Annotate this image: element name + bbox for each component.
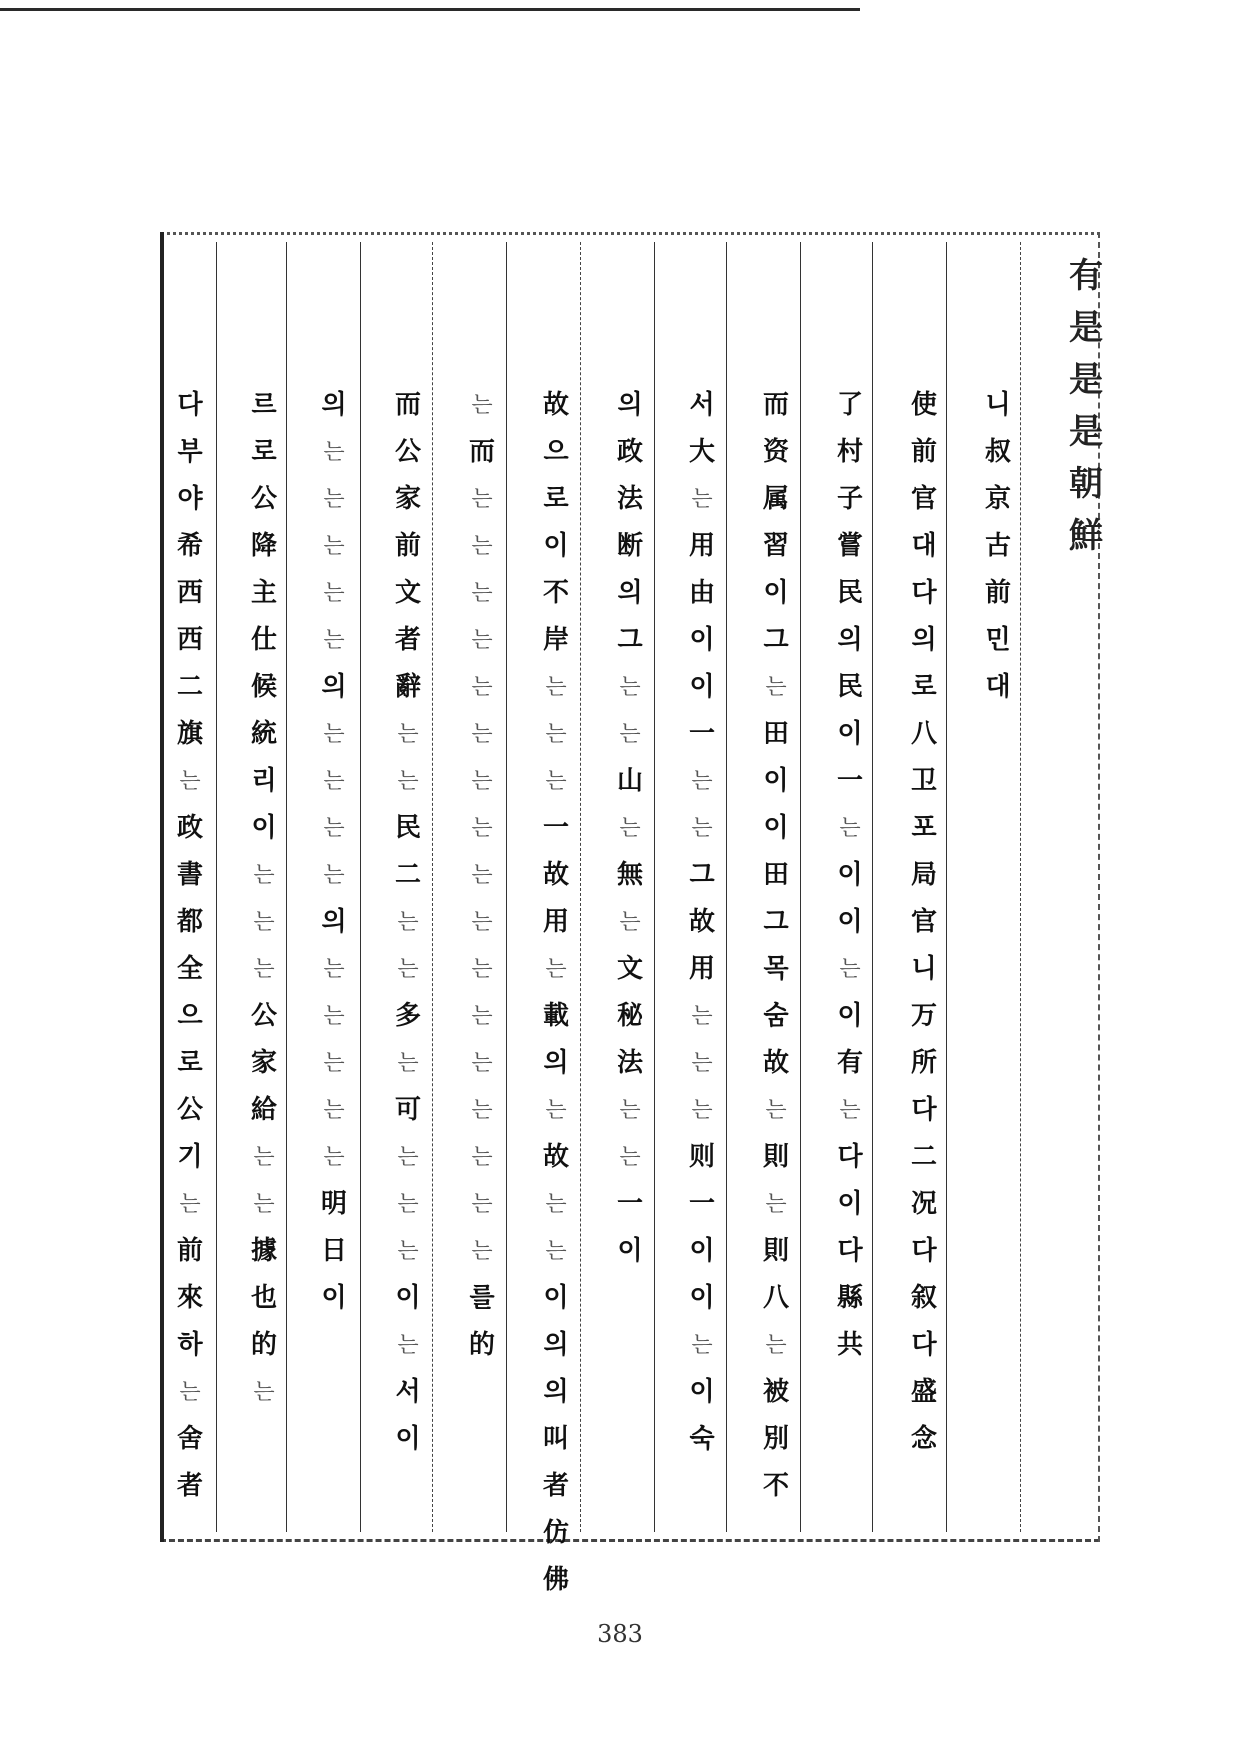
column-glyph: 는 [471, 1098, 493, 1123]
column-glyph: 的 [250, 1330, 277, 1360]
column-glyph: 而 [394, 390, 421, 420]
column-glyph: 는 [691, 1098, 713, 1123]
column-glyph: 는 [397, 910, 419, 935]
column-glyph: 는 [397, 1239, 419, 1264]
column-glyph: 대 [985, 672, 1011, 702]
column-glyph: 載 [542, 1001, 569, 1031]
column-glyph: 는 [323, 957, 345, 982]
column-glyph: 의 [543, 1048, 569, 1078]
text-column [604, 382, 656, 1275]
column-glyph: 는 [471, 769, 493, 794]
column-glyph: 一 [836, 766, 863, 796]
column-glyph: 이 [543, 531, 569, 561]
column-glyph: 서 [689, 390, 715, 420]
column-glyph: 則 [762, 1236, 789, 1266]
column-glyph: 이 [321, 1283, 347, 1313]
column-glyph: 는 [323, 581, 345, 606]
column-glyph: 共 [836, 1330, 863, 1360]
column-glyph: 念 [910, 1424, 937, 1454]
column-glyph: 니 [985, 390, 1011, 420]
column-glyph: 八 [762, 1283, 789, 1313]
column-glyph: 민 [985, 625, 1011, 655]
column-rule [216, 242, 217, 1532]
column-glyph: 는 [839, 1098, 861, 1123]
column-glyph: 西 [176, 625, 203, 655]
column-glyph: 縣 [836, 1283, 863, 1313]
column-glyph: 는 [397, 1333, 419, 1358]
column-glyph: 卫 [910, 766, 937, 796]
column-glyph: 는 [471, 1051, 493, 1076]
column-glyph: 民 [836, 672, 863, 702]
column-glyph: 用 [688, 531, 715, 561]
column-glyph: 로 [911, 672, 937, 702]
column-glyph: 는 [471, 393, 493, 418]
column-glyph: 를 [469, 1283, 495, 1313]
column-glyph: 하 [177, 1330, 203, 1360]
column-glyph: 二 [176, 672, 203, 702]
column-glyph: 叙 [910, 1283, 937, 1313]
column-glyph: 旗 [176, 719, 203, 749]
column-glyph: 政 [616, 437, 643, 467]
text-frame [160, 232, 1100, 1595]
column-glyph: 이 [543, 1283, 569, 1313]
frame-bottom-border [160, 1537, 1100, 1542]
text-column [382, 382, 434, 1463]
column-glyph: 는 [619, 1098, 641, 1123]
column-glyph: 는 [839, 957, 861, 982]
column-glyph: 由 [688, 578, 715, 608]
column-glyph: 목 [763, 954, 789, 984]
column-glyph: 으 [543, 437, 569, 467]
column-glyph: 대 [911, 531, 937, 561]
column-glyph: 기 [177, 1142, 203, 1172]
column-glyph: 의 [321, 907, 347, 937]
column-glyph: 이 [689, 625, 715, 655]
column-glyph: 는 [765, 1098, 787, 1123]
column-glyph: 는 [619, 722, 641, 747]
column-glyph: 그 [763, 625, 789, 655]
column-glyph: 山 [616, 766, 643, 796]
column-glyph: 는 [839, 816, 861, 841]
column-glyph: 다 [837, 1142, 863, 1172]
column-glyph: 家 [394, 484, 421, 514]
column-glyph: 资 [762, 437, 789, 467]
column-glyph: 는 [545, 722, 567, 747]
column-glyph: 는 [765, 1333, 787, 1358]
column-glyph: 都 [176, 907, 203, 937]
column-glyph: 포 [911, 813, 937, 843]
column-glyph: 다 [911, 1330, 937, 1360]
column-glyph: 前 [394, 531, 421, 561]
column-glyph: 그 [763, 907, 789, 937]
top-rule [0, 8, 860, 11]
column-glyph: 이 [837, 1189, 863, 1219]
column-glyph: 는 [397, 957, 419, 982]
column-glyph: 는 [765, 1192, 787, 1217]
column-glyph: 况 [910, 1189, 937, 1219]
column-glyph: 官 [910, 907, 937, 937]
column-glyph: 는 [471, 581, 493, 606]
column-glyph: 는 [471, 1004, 493, 1029]
margin-glyph: 是 [1069, 360, 1103, 400]
column-rule [360, 242, 361, 1532]
column-glyph: 岸 [542, 625, 569, 655]
column-glyph: 不 [762, 1471, 789, 1501]
column-glyph: 로 [177, 1048, 203, 1078]
margin-glyph: 是 [1069, 308, 1103, 348]
column-glyph: 多 [394, 1001, 421, 1031]
column-glyph: 는 [323, 1051, 345, 1076]
column-glyph: 不 [542, 578, 569, 608]
column-glyph: 法 [616, 484, 643, 514]
column-glyph: 佛 [542, 1565, 569, 1595]
column-glyph: 는 [323, 534, 345, 559]
column-glyph: 一 [616, 1189, 643, 1219]
column-glyph: 는 [691, 816, 713, 841]
column-glyph: 는 [545, 957, 567, 982]
column-glyph: 는 [545, 769, 567, 794]
column-glyph: 는 [545, 1098, 567, 1123]
column-glyph: 叔 [984, 437, 1011, 467]
column-glyph: 는 [323, 1145, 345, 1170]
column-glyph: 다 [837, 1236, 863, 1266]
column-glyph: 叫 [542, 1424, 569, 1454]
column-glyph: 全 [176, 954, 203, 984]
column-glyph: 也 [250, 1283, 277, 1313]
column-glyph: 官 [910, 484, 937, 514]
column-glyph: 는 [471, 722, 493, 747]
column-glyph: 다 [911, 1095, 937, 1125]
column-glyph: 이 [251, 813, 277, 843]
column-glyph: 는 [323, 628, 345, 653]
column-glyph: 는 [619, 675, 641, 700]
column-glyph: 의 [321, 390, 347, 420]
column-glyph: 는 [471, 1145, 493, 1170]
column-glyph: 의 [617, 390, 643, 420]
column-glyph: 로 [251, 437, 277, 467]
column-glyph: 西 [176, 578, 203, 608]
column-glyph: 는 [323, 769, 345, 794]
frame-top-border [160, 232, 1100, 237]
column-glyph: 으 [177, 1001, 203, 1031]
text-column [308, 382, 360, 1322]
column-glyph: 法 [616, 1048, 643, 1078]
column-glyph: 는 [691, 487, 713, 512]
column-glyph: 的 [468, 1330, 495, 1360]
column-glyph: 據 [250, 1236, 277, 1266]
column-glyph: 는 [471, 675, 493, 700]
column-glyph: 可 [394, 1095, 421, 1125]
column-glyph: 所 [910, 1048, 937, 1078]
column-glyph: 公 [176, 1095, 203, 1125]
column-glyph: 二 [394, 860, 421, 890]
column-glyph: 则 [688, 1142, 715, 1172]
column-glyph: 는 [179, 1192, 201, 1217]
column-glyph: 는 [471, 487, 493, 512]
column-glyph: 主 [250, 578, 277, 608]
column-glyph: 는 [397, 769, 419, 794]
text-column [238, 382, 290, 1416]
column-glyph: 而 [762, 390, 789, 420]
column-glyph: 는 [323, 1098, 345, 1123]
column-glyph: 는 [471, 534, 493, 559]
column-glyph: 는 [323, 440, 345, 465]
column-glyph: 民 [836, 578, 863, 608]
column-glyph: 希 [176, 531, 203, 561]
column-glyph: 서 [395, 1377, 421, 1407]
column-glyph: 는 [691, 1051, 713, 1076]
column-glyph: 給 [250, 1095, 277, 1125]
column-glyph: 이 [395, 1424, 421, 1454]
column-glyph: 는 [471, 863, 493, 888]
column-glyph: 統 [250, 719, 277, 749]
column-glyph: 로 [543, 484, 569, 514]
column-glyph: 이 [837, 719, 863, 749]
column-glyph: 는 [545, 675, 567, 700]
column-glyph: 大 [688, 437, 715, 467]
column-glyph: 政 [176, 813, 203, 843]
margin-glyph: 是 [1069, 412, 1103, 452]
column-glyph: 이 [395, 1283, 421, 1313]
column-glyph: 는 [253, 957, 275, 982]
column-glyph: 는 [471, 628, 493, 653]
column-glyph: 故 [688, 907, 715, 937]
column-glyph: 숙 [689, 1424, 715, 1454]
text-column [676, 382, 728, 1463]
text-column [972, 382, 1024, 711]
column-glyph: 明 [320, 1189, 347, 1219]
column-glyph: 이 [763, 578, 789, 608]
column-glyph: 盛 [910, 1377, 937, 1407]
column-glyph: 故 [542, 860, 569, 890]
column-glyph: 는 [397, 722, 419, 747]
column-glyph: 局 [910, 860, 937, 890]
column-glyph: 르 [251, 390, 277, 420]
column-glyph: 田 [762, 719, 789, 749]
column-glyph: 民 [394, 813, 421, 843]
column-glyph: 의 [837, 625, 863, 655]
column-glyph: 는 [545, 1192, 567, 1217]
column-glyph: 이 [689, 1283, 715, 1313]
column-glyph: 無 [616, 860, 643, 890]
column-glyph: 는 [323, 1004, 345, 1029]
column-glyph: 는 [253, 910, 275, 935]
text-column [164, 382, 216, 1510]
column-glyph: 는 [253, 1145, 275, 1170]
column-glyph: 候 [250, 672, 277, 702]
column-glyph: 는 [323, 487, 345, 512]
column-glyph: 는 [545, 1239, 567, 1264]
column-glyph: 京 [984, 484, 1011, 514]
text-column [824, 382, 876, 1369]
column-glyph: 則 [762, 1142, 789, 1172]
column-glyph: 그 [617, 625, 643, 655]
page-number: 383 [597, 1620, 643, 1648]
column-glyph: 前 [984, 578, 1011, 608]
column-glyph: 는 [765, 675, 787, 700]
column-glyph: 는 [323, 722, 345, 747]
column-glyph: 田 [762, 860, 789, 890]
column-glyph: 八 [910, 719, 937, 749]
column-glyph: 日 [320, 1236, 347, 1266]
text-column [898, 382, 950, 1463]
column-glyph: 는 [471, 1192, 493, 1217]
column-glyph: 家 [250, 1048, 277, 1078]
column-glyph: 이 [837, 860, 863, 890]
column-glyph: 이 [763, 813, 789, 843]
column-glyph: 而 [468, 437, 495, 467]
column-glyph: 이 [837, 1001, 863, 1031]
column-glyph: 古 [984, 531, 1011, 561]
column-glyph: 는 [619, 1145, 641, 1170]
column-glyph: 다 [177, 390, 203, 420]
column-glyph: 故 [762, 1048, 789, 1078]
column-glyph: 는 [471, 816, 493, 841]
column-glyph: 一 [688, 1189, 715, 1219]
column-glyph: 의 [911, 625, 937, 655]
column-glyph: 者 [176, 1471, 203, 1501]
column-glyph: 嘗 [836, 531, 863, 561]
column-glyph: 는 [397, 1145, 419, 1170]
column-glyph: 야 [177, 484, 203, 514]
column-glyph: 이 [689, 1236, 715, 1266]
column-glyph: 属 [762, 484, 789, 514]
column-glyph: 는 [397, 1192, 419, 1217]
column-glyph: 의 [543, 1330, 569, 1360]
column-glyph: 者 [542, 1471, 569, 1501]
column-glyph: 子 [836, 484, 863, 514]
column-glyph: 숨 [763, 1001, 789, 1031]
column-glyph: 는 [619, 910, 641, 935]
column-glyph: 이 [689, 1377, 715, 1407]
column-glyph: 有 [836, 1048, 863, 1078]
column-glyph: 는 [471, 1239, 493, 1264]
column-glyph: 一 [688, 719, 715, 749]
column-glyph: 는 [253, 1192, 275, 1217]
column-glyph: 一 [542, 813, 569, 843]
column-glyph: 仿 [542, 1518, 569, 1548]
column-glyph: 는 [323, 863, 345, 888]
column-glyph: 의 [617, 578, 643, 608]
column-glyph: 는 [253, 863, 275, 888]
column-glyph: 는 [397, 1051, 419, 1076]
column-glyph: 秘 [616, 1001, 643, 1031]
column-glyph: 村 [836, 437, 863, 467]
text-column [750, 382, 802, 1510]
column-glyph: 公 [394, 437, 421, 467]
column-glyph: 이 [689, 672, 715, 702]
column-glyph: 書 [176, 860, 203, 890]
column-glyph: 降 [250, 531, 277, 561]
column-glyph: 使 [910, 390, 937, 420]
column-glyph: 의 [321, 672, 347, 702]
column-glyph: 다 [911, 1236, 937, 1266]
column-glyph: 辭 [394, 672, 421, 702]
column-glyph: 는 [691, 769, 713, 794]
column-glyph: 文 [616, 954, 643, 984]
column-glyph: 니 [911, 954, 937, 984]
column-glyph: 는 [619, 816, 641, 841]
column-glyph: 는 [253, 1380, 275, 1405]
text-column [530, 382, 582, 1604]
column-glyph: 그 [689, 860, 715, 890]
column-glyph: 리 [251, 766, 277, 796]
column-glyph: 公 [250, 484, 277, 514]
text-column [456, 382, 508, 1369]
column-glyph: 는 [471, 957, 493, 982]
column-glyph: 被 [762, 1377, 789, 1407]
column-glyph: 公 [250, 1001, 277, 1031]
column-glyph: 는 [179, 1380, 201, 1405]
column-glyph: 文 [394, 578, 421, 608]
column-glyph: 故 [542, 1142, 569, 1172]
column-glyph: 舍 [176, 1424, 203, 1454]
column-glyph: 는 [691, 1004, 713, 1029]
column-glyph: 断 [616, 531, 643, 561]
column-glyph: 는 [323, 816, 345, 841]
column-glyph: 習 [762, 531, 789, 561]
margin-glyph: 朝 [1069, 464, 1103, 504]
column-glyph: 이 [617, 1236, 643, 1266]
column-glyph: 來 [176, 1283, 203, 1313]
column-glyph: 者 [394, 625, 421, 655]
column-glyph: 了 [836, 390, 863, 420]
column-glyph: 는 [691, 1333, 713, 1358]
column-glyph: 前 [910, 437, 937, 467]
column-glyph: 仕 [250, 625, 277, 655]
column-glyph: 의 [543, 1377, 569, 1407]
margin-title [1066, 250, 1106, 562]
column-glyph: 故 [542, 390, 569, 420]
column-glyph: 前 [176, 1236, 203, 1266]
column-glyph: 用 [542, 907, 569, 937]
margin-glyph: 鮮 [1069, 516, 1103, 556]
column-glyph: 다 [911, 578, 937, 608]
column-glyph: 이 [837, 907, 863, 937]
column-glyph: 用 [688, 954, 715, 984]
column-glyph: 別 [762, 1424, 789, 1454]
column-glyph: 二 [910, 1142, 937, 1172]
column-glyph: 는 [471, 910, 493, 935]
column-glyph: 는 [179, 769, 201, 794]
column-glyph: 万 [910, 1001, 937, 1031]
margin-glyph: 有 [1069, 256, 1103, 296]
column-glyph: 부 [177, 437, 203, 467]
column-glyph: 이 [763, 766, 789, 796]
